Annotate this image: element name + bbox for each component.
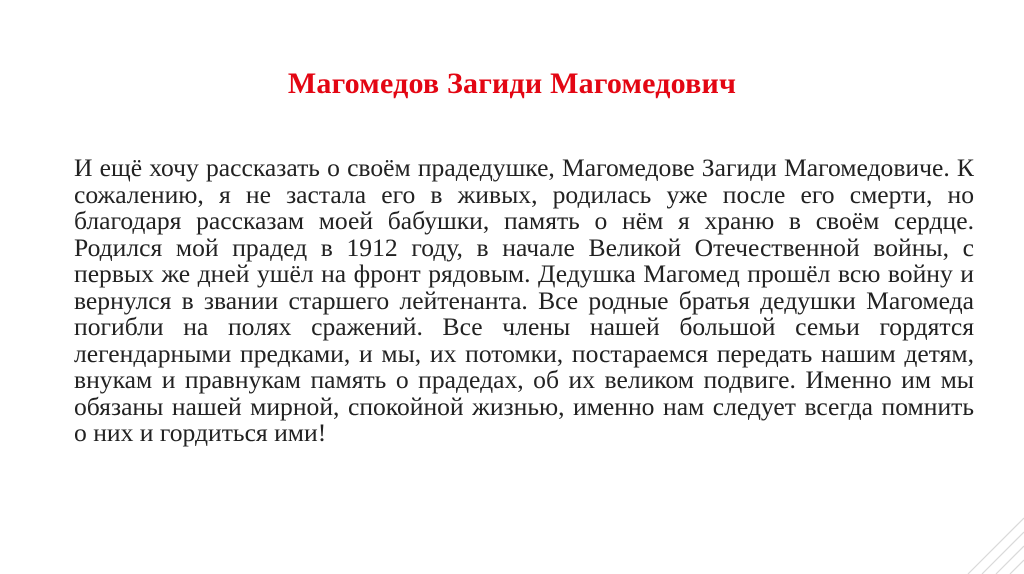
body-paragraph: И ещё хочу рассказать о своём прадедушке, Магомедове Загиди Магомедовиче. К сожалению, я не застала его в живых, родилась уже после его смерти, но благодаря рассказам моей бабушки, память о нём я храню в своём сердце. Родился мой прадед в 1912 году, в начале Великой Отечественной войны, с первых же дней ушёл на фронт рядовым. Дедушка Магомед прошёл всю войну и вернулся в звании старшего лейтенанта. Все родные братья дедушки Магомеда погибли на полях сражений. Все члены нашей большой семьи гордятся легендарными предками, и мы, их потомки, постараемся передать нашим детям, внукам и правнукам память о прадедах, об их великом подвиге. Именно им мы обязаны нашей мирной, спокойной жизнью, именно нам следует всегда помнить о них и гордиться ими!	[74, 153, 974, 447]
corner-decoration-lines	[964, 510, 1024, 574]
slide-title: Магомедов Загиди Магомедович	[287, 67, 737, 100]
